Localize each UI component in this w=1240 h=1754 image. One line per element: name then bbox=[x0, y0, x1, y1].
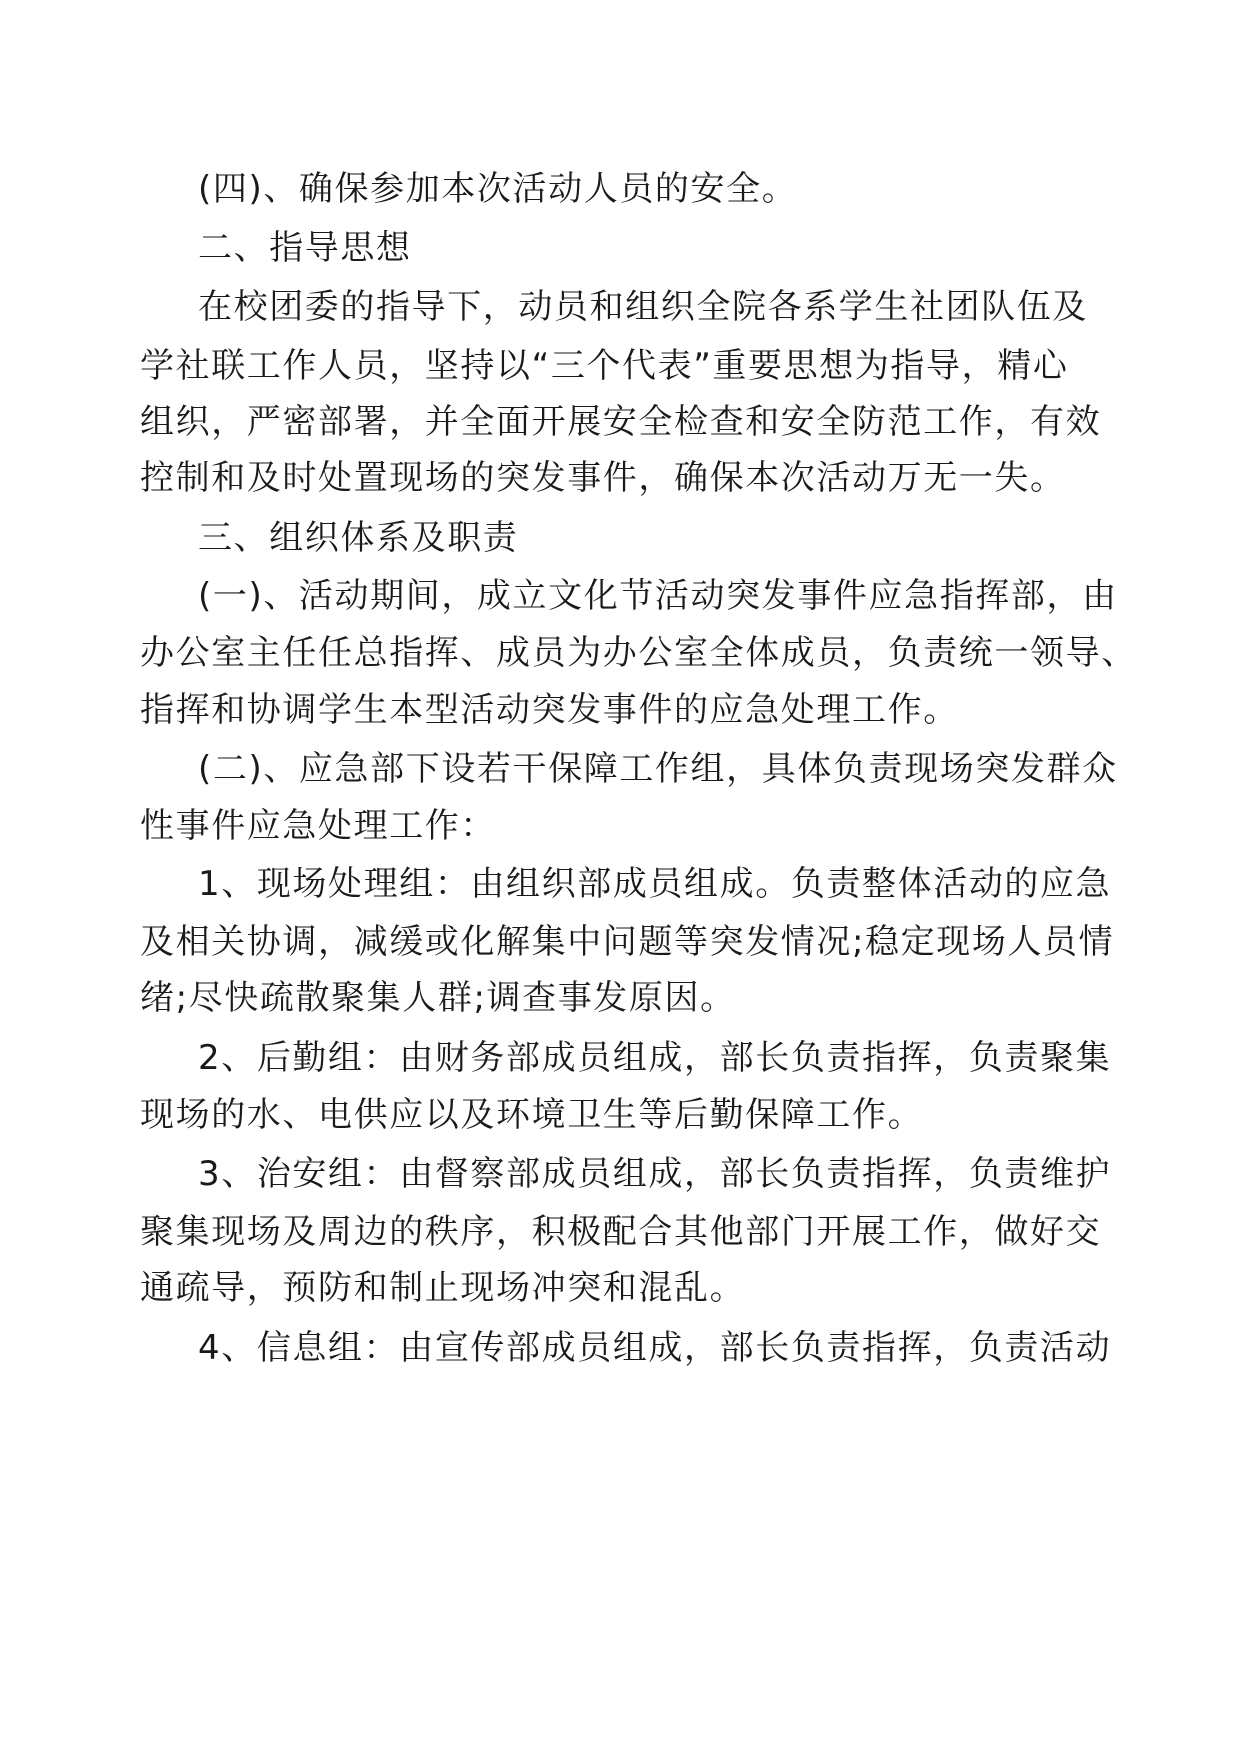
paragraph-line: 现场的水、电供应以及环境卫生等后勤保障工作。 bbox=[140, 1095, 924, 1135]
paragraph-line: 指挥和协调学生本型活动突发事件的应急处理工作。 bbox=[140, 690, 959, 730]
paragraph-line: (一)、活动期间，成立文化节活动突发事件应急指挥部，由 bbox=[198, 576, 1118, 616]
section-heading-organization: 三、组织体系及职责 bbox=[198, 518, 519, 558]
paragraph-line: 在校团委的指导下，动员和组织全院各系学生社团队伍及 bbox=[198, 287, 1088, 327]
paragraph-line: 通疏导，预防和制止现场冲突和混乱。 bbox=[140, 1268, 746, 1308]
paragraph-line: 4、信息组：由宣传部成员组成，部长负责指挥，负责活动 bbox=[198, 1328, 1112, 1368]
paragraph-line: 学社联工作人员，坚持以“三个代表”重要思想为指导，精心 bbox=[140, 346, 1069, 386]
paragraph-line: 控制和及时处置现场的突发事件，确保本次活动万无一失。 bbox=[140, 458, 1066, 498]
paragraph-line: (二)、应急部下设若干保障工作组，具体负责现场突发群众 bbox=[198, 749, 1118, 789]
section-heading-guiding-principle: 二、指导思想 bbox=[198, 228, 412, 268]
paragraph-line: 1、现场处理组：由组织部成员组成。负责整体活动的应急 bbox=[198, 864, 1112, 904]
paragraph-line: 2、后勤组：由财务部成员组成，部长负责指挥，负责聚集 bbox=[198, 1038, 1112, 1078]
paragraph-line: 及相关协调，减缓或化解集中问题等突发情况;稳定现场人员情 bbox=[140, 922, 1115, 962]
paragraph-line: 聚集现场及周边的秩序，积极配合其他部门开展工作，做好交 bbox=[140, 1212, 1102, 1252]
paragraph-line: 办公室主任任总指挥、成员为办公室全体成员，负责统一领导、 bbox=[140, 633, 1137, 673]
list-item-safety-goal: (四)、确保参加本次活动人员的安全。 bbox=[198, 169, 798, 209]
paragraph-line: 3、治安组：由督察部成员组成，部长负责指挥，负责维护 bbox=[198, 1154, 1112, 1194]
paragraph-line: 性事件应急处理工作： bbox=[140, 806, 496, 846]
paragraph-line: 绪;尽快疏散聚集人群;调查事发原因。 bbox=[140, 978, 736, 1018]
paragraph-line: 组织，严密部署，并全面开展安全检查和安全防范工作，有效 bbox=[140, 402, 1102, 442]
